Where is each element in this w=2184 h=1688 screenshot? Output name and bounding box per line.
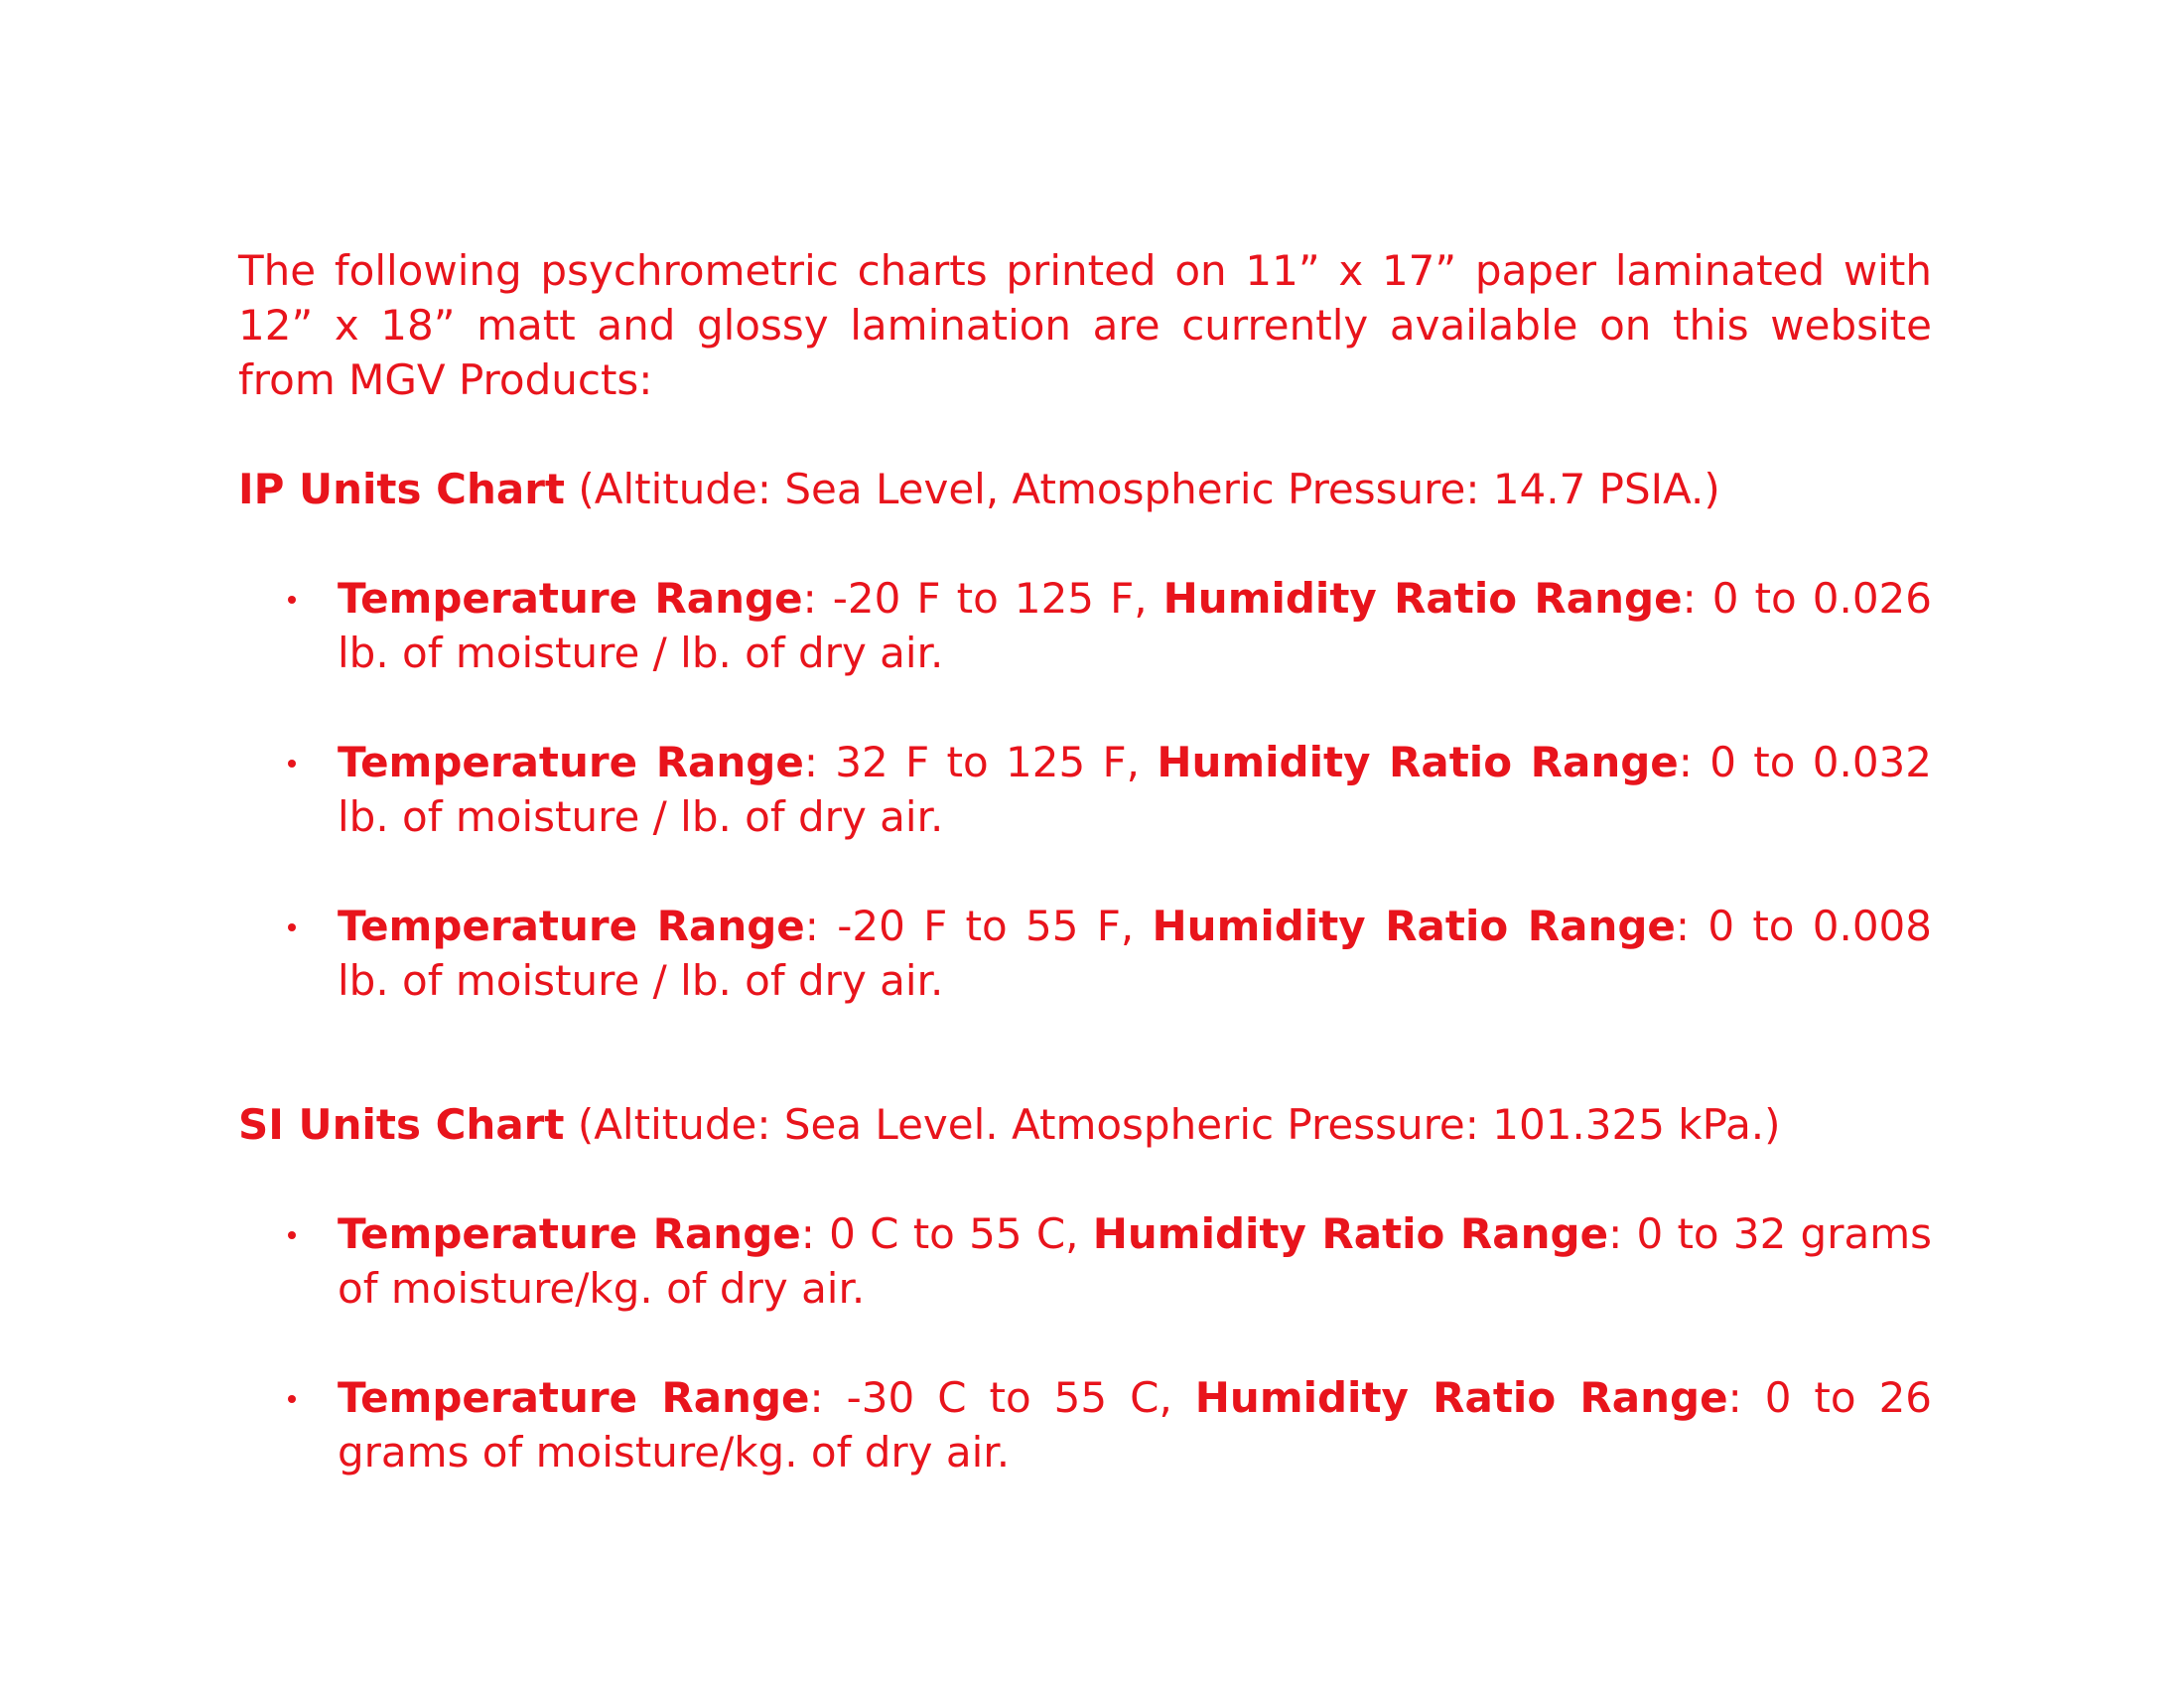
ip-chart-list [238,571,1932,1008]
temperature-label: Temperature Range [338,574,803,623]
temperature-value: : -20 F to 55 F, [804,902,1153,950]
humidity-label: Humidity Ratio Range [1092,1209,1609,1258]
ip-section-subtitle: (Altitude: Sea Level, Atmospheric Pressure: 14.7 PSIA.) [578,465,1720,513]
humidity-value: : 0 to 0.026 lb. of moisture / lb. of dry air. [338,574,1932,677]
intro-paragraph: The following psychrometric charts printed on 11” x 17” paper laminated with 12” x 18” matt and glossy lamination are currently available on this website from MGV Products: [238,246,1932,404]
temperature-value: : 0 C to 55 C, [800,1209,1093,1258]
si-section-title: SI Units Chart [238,1100,565,1149]
temperature-label: Temperature Range [338,738,804,786]
ip-section-heading [238,462,1932,516]
ip-section-title: IP Units Chart [238,465,565,513]
temperature-label: Temperature Range [338,1209,801,1258]
humidity-value: : 0 to 26 grams of moisture/kg. of dry air. [338,1373,1933,1477]
list-item [238,735,1932,844]
bullet-icon [288,1395,296,1403]
temperature-label: Temperature Range [338,902,805,950]
temperature-label: Temperature Range [338,1373,810,1422]
si-section-heading [238,1097,1932,1152]
list-item [238,571,1932,680]
humidity-label: Humidity Ratio Range [1162,574,1683,623]
humidity-value: : 0 to 32 grams of moisture/kg. of dry air. [338,1209,1933,1313]
list-item [238,1206,1932,1316]
humidity-label: Humidity Ratio Range [1194,1373,1728,1422]
humidity-value: : 0 to 0.032 lb. of moisture / lb. of dry air. [338,738,1933,841]
list-item [238,1370,1932,1479]
humidity-value: : 0 to 0.008 lb. of moisture / lb. of dry air. [338,902,1933,1005]
temperature-value: : -30 C to 55 C, [809,1373,1195,1422]
humidity-label: Humidity Ratio Range [1157,738,1679,786]
bullet-icon [288,760,296,768]
document-page [238,243,1932,1479]
si-section-subtitle: (Altitude: Sea Level. Atmospheric Pressure: 101.325 kPa.) [577,1100,1781,1149]
bullet-icon [288,923,296,931]
list-item [238,899,1932,1008]
humidity-label: Humidity Ratio Range [1152,902,1676,950]
temperature-value: : -20 F to 125 F, [802,574,1163,623]
si-chart-list [238,1206,1932,1479]
bullet-icon [288,596,296,604]
temperature-value: : 32 F to 125 F, [803,738,1158,786]
bullet-icon [288,1231,296,1239]
